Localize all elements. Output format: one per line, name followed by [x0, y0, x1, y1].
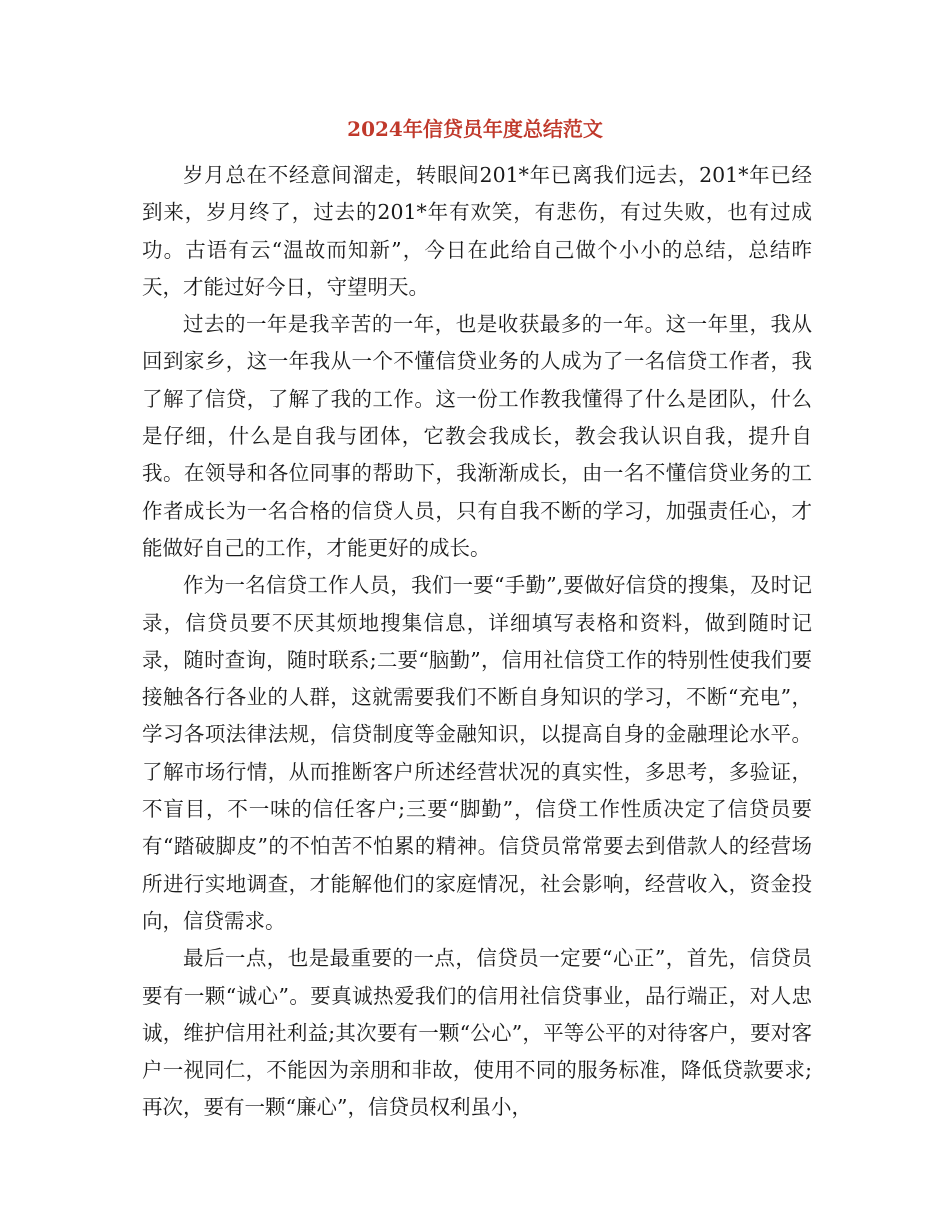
- paragraph-2: 过去的一年是我辛苦的一年，也是收获最多的一年。这一年里，我从回到家乡，这一年我从一个不懂信贷业务的人成为了一名信贷工作者，我了解了信贷，了解了我的工作。这一份工作教我懂得了什么是团队，什么是仔细，什么是自我与团体，它教会我成长，教会我认识自我，提升自我。在领导和各位同事的帮助下，我渐渐成长，由一名不懂信贷业务的工作者成长为一名合格的信贷人员，只有自我不断的学习，加强责任心，才能做好自己的工作，才能更好的成长。: [142, 312, 812, 560]
- paragraph-1: 岁月总在不经意间溜走，转眼间201*年已离我们远去，201*年已经到来，岁月终了，过去的201*年有欢笑，有悲伤，有过失败，也有过成功。古语有云“温故而知新”，今日在此给自己做个小小的总结，总结昨天，才能过好今日，守望明天。: [142, 163, 812, 299]
- paragraph-3: 作为一名信贷工作人员，我们一要“手勤”,要做好信贷的搜集，及时记录，信贷员要不厌其烦地搜集信息，详细填写表格和资料，做到随时记录，随时查询，随时联系;二要“脑勤”，信用社信贷工作的特别性使我们要接触各行各业的人群，这就需要我们不断自身知识的学习，不断“充电”，学习各项法律法规，信贷制度等金融知识，以提高自身的金融理论水平。了解市场行情，从而推断客户所述经营状况的真实性，多思考，多验证，不盲目，不一味的信任客户;三要“脚勤”，信贷工作性质决定了信贷员要有“踏破脚皮”的不怕苦不怕累的精神。信贷员常常要去到借款人的经营场所进行实地调查，才能解他们的家庭情况，社会影响，经营收入，资金投向，信贷需求。: [142, 573, 812, 933]
- paragraph-4: 最后一点，也是最重要的一点，信贷员一定要“心正”，首先，信贷员要有一颗“诚心”。要真诚热爱我们的信用社信贷事业，品行端正，对人忠诚，维护信用社利益;其次要有一颗“公心”，平等公平的对待客户，要对客户一视同仁，不能因为亲朋和非故，使用不同的服务标准，降低贷款要求;再次，要有一颗“廉心”，信贷员权利虽小，: [142, 946, 812, 1120]
- document-body: [142, 157, 812, 1127]
- document-title: 2024年信贷员年度总结范文: [347, 117, 603, 141]
